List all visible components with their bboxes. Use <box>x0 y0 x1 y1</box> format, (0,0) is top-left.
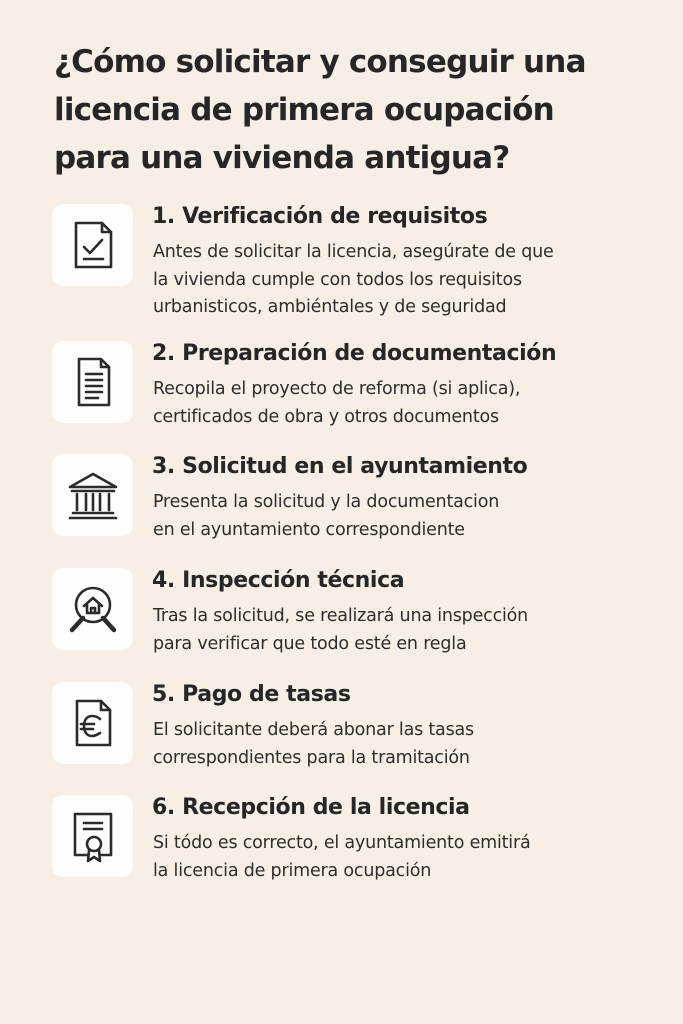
step-description-line: en el ayuntamiento correspondiente <box>153 519 465 540</box>
euro-document-icon <box>52 682 133 764</box>
step-description-line: Si tódo es correcto, el ayuntamiento emitirá <box>153 833 531 853</box>
step-title: 6. Recepción de la licencia <box>152 795 470 820</box>
step-description-line: la vivienda cumple con todos los requisitos <box>153 269 522 290</box>
magnifier-house-icon <box>52 568 133 650</box>
certificate-icon <box>52 795 133 877</box>
title-line: para una vivienda antigua? <box>54 140 510 176</box>
step-title: 1. Verificación de requisitos <box>152 204 488 229</box>
step-description <box>153 239 643 322</box>
step-description-line: Tras la solicitud, se realizará una inspección <box>153 606 529 626</box>
page-title <box>54 38 654 182</box>
title-line: licencia de primera ocupación <box>54 92 554 128</box>
step-description-line: urbanisticos, ambiéntales y de seguridad <box>153 297 507 317</box>
step-description <box>153 489 643 544</box>
checklist-document-icon <box>52 204 133 286</box>
step-description-line: Presenta la solicitud y la documentacion <box>153 492 500 512</box>
step-description <box>153 603 643 658</box>
title-line: ¿Cómo solicitar y conseguir una <box>54 44 586 80</box>
step-description-line: Antes de solicitar la licencia, asegúrate de que <box>153 242 554 262</box>
step-description-line: Recopila el proyecto de reforma (si aplica), <box>153 379 521 399</box>
step-description-line: la licencia de primera ocupación <box>153 860 432 881</box>
step-description-line: certificados de obra y otros documentos <box>153 406 499 427</box>
step-title: 2. Preparación de documentación <box>152 341 557 366</box>
step-title: 4. Inspección técnica <box>152 568 405 593</box>
step-description-line: para verificar que todo esté en regla <box>153 633 467 654</box>
step-description <box>153 717 643 772</box>
step-title: 3. Solicitud en el ayuntamiento <box>152 454 528 479</box>
town-hall-icon <box>52 454 133 536</box>
step-description-line: El solicitante deberá abonar las tasas <box>153 720 474 740</box>
step-description <box>153 376 643 431</box>
step-description <box>153 830 643 885</box>
step-title: 5. Pago de tasas <box>152 682 351 707</box>
step-description-line: correspondientes para la tramitación <box>153 747 470 768</box>
documents-icon <box>52 341 133 423</box>
